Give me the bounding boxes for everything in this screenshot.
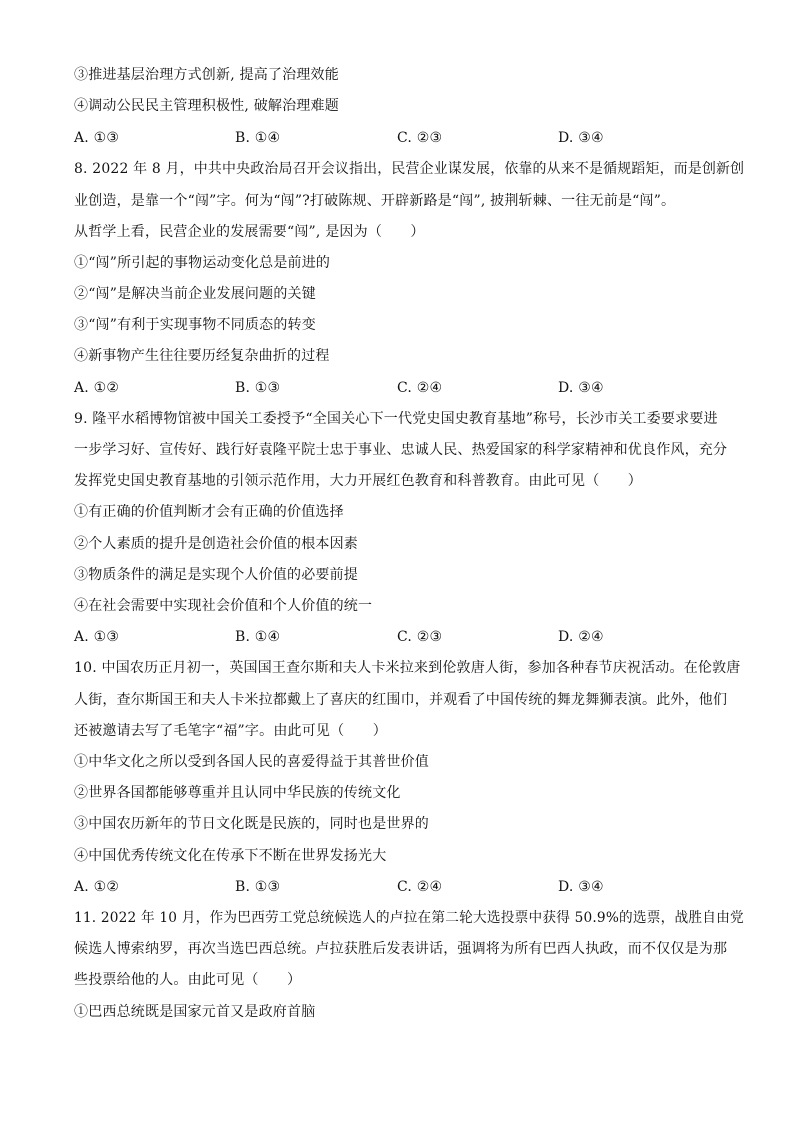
option-a: A. ①③ [74,130,120,146]
q8-stem-line: 8. 2022 年 8 月，中共中央政治局召开会议指出，民营企业谋发展，依靠的从来不是循规蹈矩，而是创新创 [74,161,745,177]
option-d: D. ③④ [558,130,604,146]
q9-statement: ①有正确的价值判断才会有正确的价值选择 [74,504,344,520]
q10-statement: ④中国优秀传统文化在传承下不断在世界发扬光大 [74,848,387,864]
option-d: D. ③④ [558,879,604,895]
q10-statement: ①中华文化之所以受到各国人民的喜爱得益于其普世价值 [74,754,429,770]
q7-statement-4: ④调动公民民主管理积极性, 破解治理难题 [74,98,339,114]
option-b: B. ①④ [235,629,281,645]
q11-stem-line: 11. 2022 年 10 月，作为巴西劳工党总统候选人的卢拉在第二轮大选投票中获得 50.9%的选票，战胜自由党 [74,910,744,926]
q9-statement: ②个人素质的提升是创造社会价值的根本因素 [74,536,358,552]
q9-statement: ④在社会需要中实现社会价值和个人价值的统一 [74,598,373,614]
option-a: A. ①② [74,879,120,895]
q9-stem-line: 9. 隆平水稻博物馆被中国关工委授予“全国关心下一代党史国史教育基地”称号，长沙市关工委要求要进 [74,411,718,427]
q8-statement: ②“闯”是解决当前企业发展问题的关键 [74,286,316,302]
option-b: B. ①③ [235,879,281,895]
q9-statement: ③物质条件的满足是实现个人价值的必要前提 [74,567,358,583]
option-a: A. ①② [74,380,120,396]
q7-statement-3: ③推进基层治理方式创新, 提高了治理效能 [74,67,339,83]
option-c: C. ②④ [397,879,443,895]
option-b: B. ①④ [235,130,281,146]
option-a: A. ①③ [74,629,120,645]
q9-stem-line: 发挥党史国史教育基地的引领示范作用，大力开展红色教育和科普教育。由此可见（ ） [74,473,642,489]
q9-options [74,627,734,647]
q11-statement: ①巴西总统既是国家元首又是政府首脑 [74,1004,316,1020]
option-d: D. ③④ [558,380,604,396]
option-c: C. ②④ [397,380,443,396]
q8-stem-line: 从哲学上看，民营企业的发展需要“闯”, 是因为（ ） [74,224,425,240]
q7-options [74,128,734,148]
q8-statement: ④新事物产生往往要历经复杂曲折的过程 [74,348,330,364]
option-d: D. ②④ [558,629,604,645]
option-b: B. ①③ [235,380,281,396]
q11-stem-line: 候选人博索纳罗，再次当选巴西总统。卢拉获胜后发表讲话，强调将为所有巴西人执政，而不仅仅是为那 [74,941,728,957]
q10-stem-line: 人街，查尔斯国王和夫人卡米拉都戴上了喜庆的红围巾，并观看了中国传统的舞龙舞狮表演。此外，他们 [74,692,728,708]
q11-stem-line: 些投票给他的人。由此可见（ ） [74,972,302,988]
q8-options [74,378,734,398]
q10-stem-line: 10. 中国农历正月初一，英国国王查尔斯和夫人卡米拉来到伦敦唐人街，参加各种春节庆祝活动。在伦敦唐 [74,660,741,676]
q10-statement: ②世界各国都能够尊重并且认同中华民族的传统文化 [74,785,401,801]
q8-statement: ③“闯”有利于实现事物不同质态的转变 [74,317,316,333]
option-c: C. ②③ [397,130,443,146]
q9-stem-line: 一步学习好、宣传好、践行好袁隆平院士忠于事业、忠诚人民、热爱国家的科学家精神和优良作风，充分 [74,442,728,458]
q10-stem-line: 还被邀请去写了毛笔字“福”字。由此可见（ ） [74,723,387,739]
option-c: C. ②③ [397,629,443,645]
q10-options [74,877,734,897]
q10-statement: ③中国农历新年的节日文化既是民族的，同时也是世界的 [74,816,429,832]
q8-stem-line: 业创造，是靠一个“闯”字。何为“闯”?打破陈规、开辟新路是“闯”, 披荆斩棘、一往无前是“闯”。 [74,193,676,209]
q8-statement: ①“闯”所引起的事物运动变化总是前进的 [74,255,331,271]
